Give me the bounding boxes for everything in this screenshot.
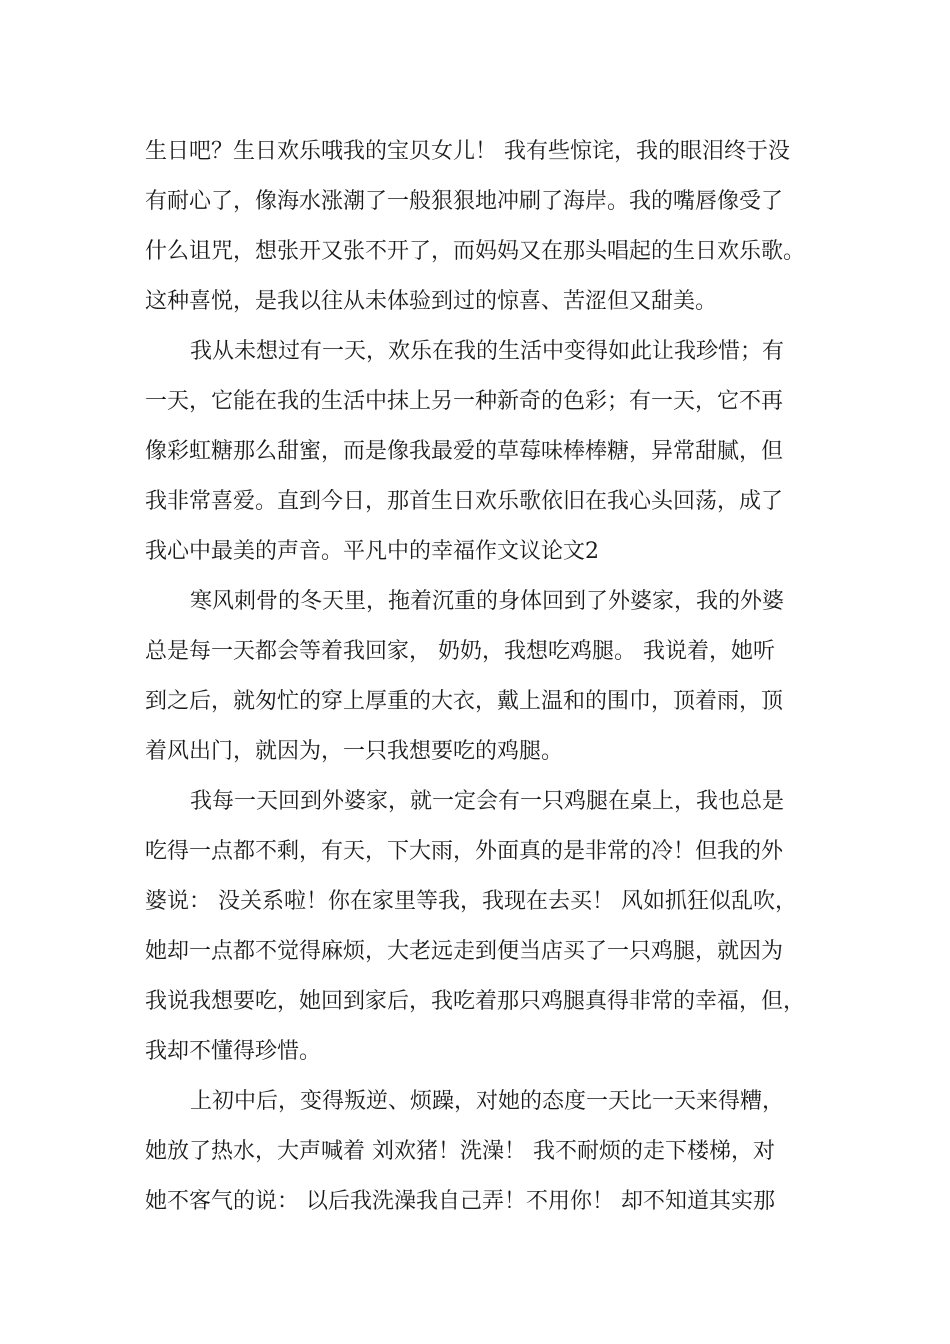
text-line: 我说我想要吃，她回到家后，我吃着那只鸡腿真得非常的幸福，但， (145, 989, 806, 1014)
text-line: 像彩虹糖那么甜蜜，而是像我最爱的草莓味棒棒糖，异常甜腻，但 (145, 439, 784, 464)
text-line: 一天，它能在我的生活中抹上另一种新奇的色彩；有一天，它不再 (145, 389, 784, 414)
paragraph-first-line: 寒风刺骨的冬天里，拖着沉重的身体回到了外婆家，我的外婆 (190, 589, 785, 614)
text-line: 我心中最美的声音。平凡中的幸福作文议论文2 (145, 539, 599, 564)
text-line: 总是每一天都会等着我回家， 奶奶，我想吃鸡腿。 我说着，她听 (145, 639, 775, 664)
text-line: 她却一点都不觉得麻烦，大老远走到便当店买了一只鸡腿，就因为 (145, 939, 784, 964)
paragraph-first-line: 我每一天回到外婆家，就一定会有一只鸡腿在桌上，我也总是 (190, 789, 785, 814)
text-line: 着风出门，就因为，一只我想要吃的鸡腿。 (145, 739, 564, 764)
paragraph-first-line: 上初中后，变得叛逆、烦躁，对她的态度一天比一天来得糟， (190, 1089, 785, 1114)
paragraph-first-line: 我从未想过有一天，欢乐在我的生活中变得如此让我珍惜；有 (190, 339, 785, 364)
text-line: 生日吧？生日欢乐哦我的宝贝女儿！ 我有些惊诧，我的眼泪终于没 (145, 139, 790, 164)
text-line: 婆说： 没关系啦！你在家里等我，我现在去买！ 风如抓狂似乱吹， (145, 889, 797, 914)
text-line: 到之后，就匆忙的穿上厚重的大衣，戴上温和的围巾，顶着雨，顶 (145, 689, 784, 714)
text-line: 她放了热水，大声喊着 刘欢猪！洗澡！ 我不耐烦的走下楼梯，对 (145, 1139, 775, 1164)
text-line: 她不客气的说： 以后我洗澡我自己弄！不用你！ 却不知道其实那 (145, 1189, 775, 1214)
text-line: 我却不懂得珍惜。 (145, 1039, 322, 1064)
text-line: 我非常喜爱。直到今日，那首生日欢乐歌依旧在我心头回荡，成了 (145, 489, 784, 514)
text-line: 什么诅咒，想张开又张不开了，而妈妈又在那头唱起的生日欢乐歌。 (145, 239, 806, 264)
text-line: 这种喜悦，是我以往从未体验到过的惊喜、苦涩但又甜美。 (145, 289, 718, 314)
text-line: 有耐心了，像海水涨潮了一般狠狠地冲刷了海岸。我的嘴唇像受了 (145, 189, 784, 214)
text-line: 吃得一点都不剩，有天，下大雨，外面真的是非常的冷！但我的外 (145, 839, 784, 864)
